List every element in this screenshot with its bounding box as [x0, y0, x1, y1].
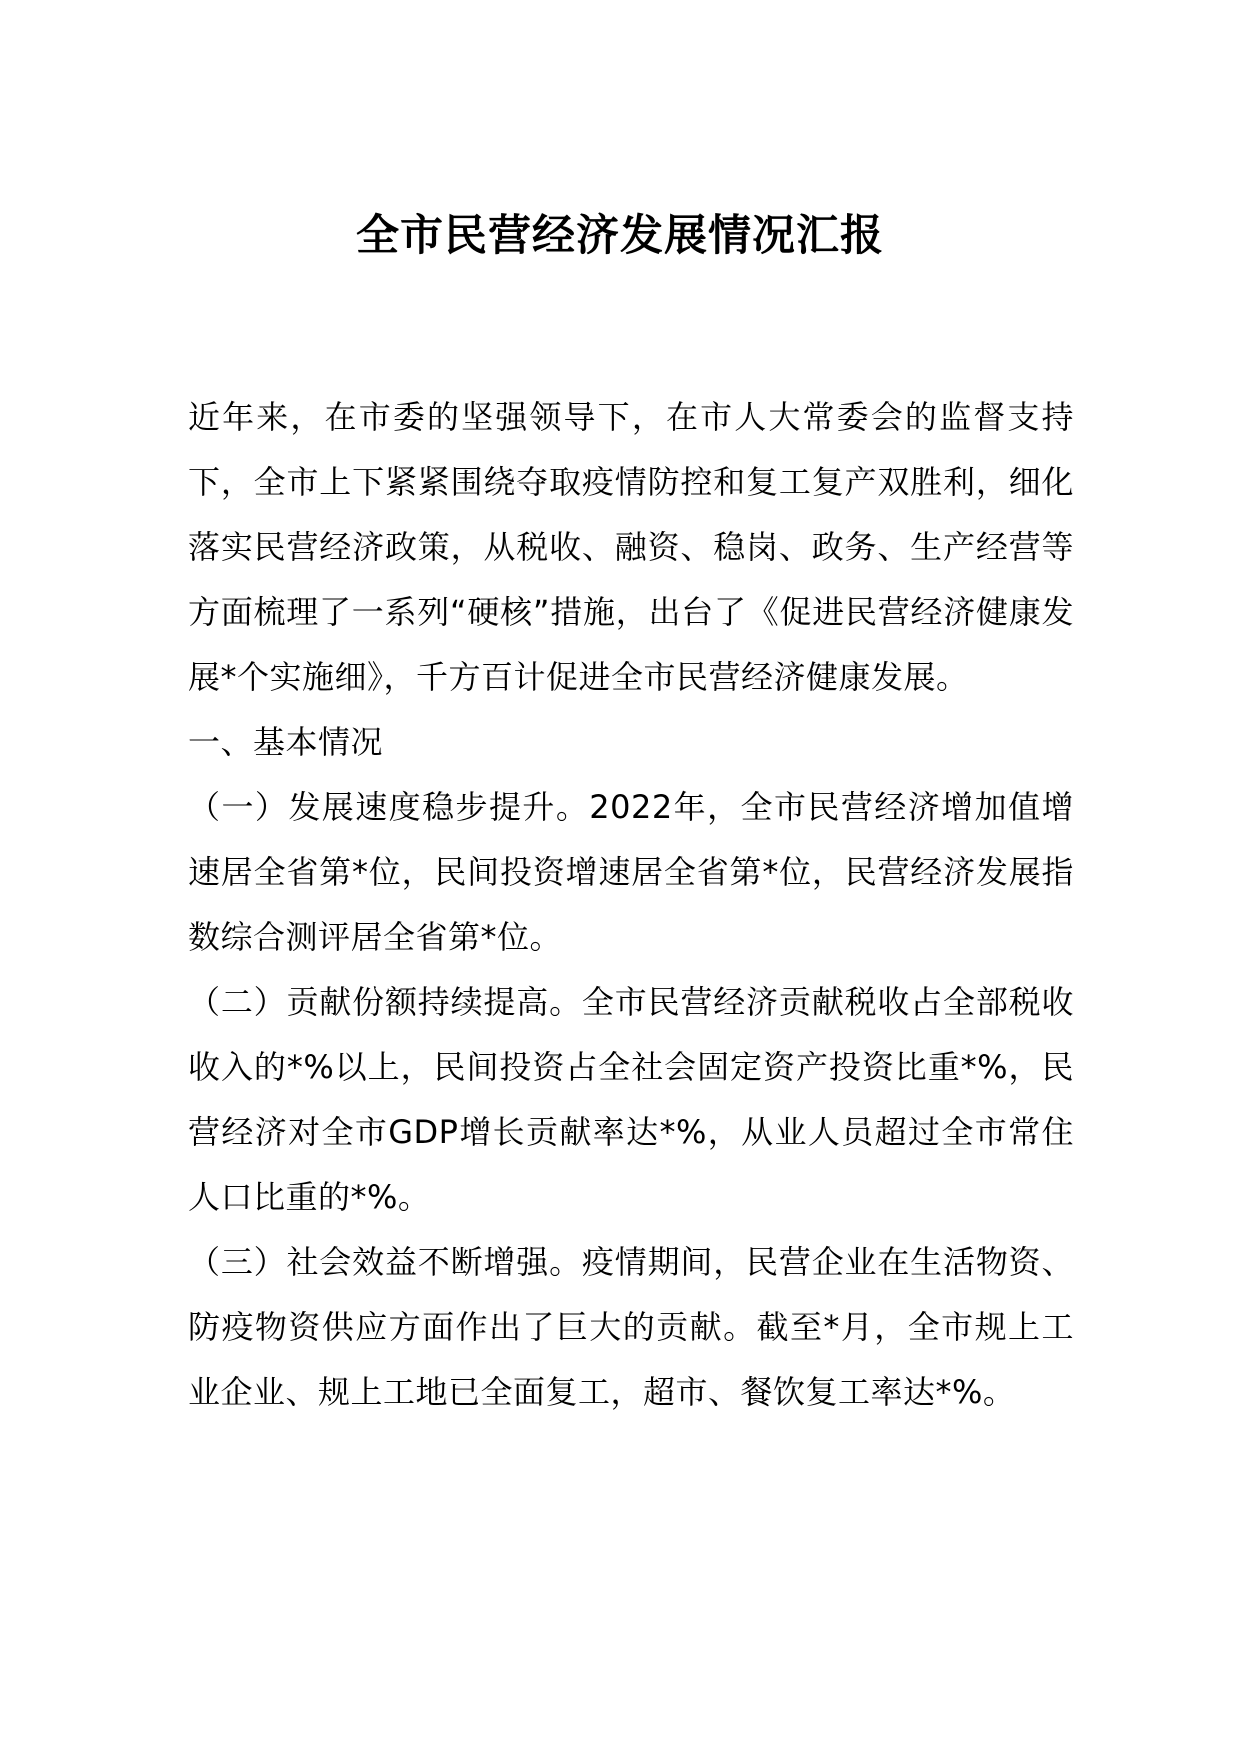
document-body [188, 385, 1074, 1425]
paragraph-development-speed: （一）发展速度稳步提升。2022年，全市民营经济增加值增速居全省第*位，民间投资增速居全省第*位，民营经济发展指数综合测评居全省第*位。 [188, 788, 1074, 956]
paragraph-contribution-share: （二）贡献份额持续提高。全市民营经济贡献税收占全部税收收入的*%以上，民间投资占全社会固定资产投资比重*%，民营经济对全市GDP增长贡献率达*%，从业人员超过全市常住人口比重的*%。 [188, 983, 1074, 1216]
section-heading-basic-situation: 一、基本情况 [188, 723, 384, 761]
document-title: 全市民营经济发展情况汇报 [356, 211, 884, 261]
intro-paragraph: 近年来，在市委的坚强领导下，在市人大常委会的监督支持下，全市上下紧紧围绕夺取疫情防控和复工复产双胜利，细化落实民营经济政策，从税收、融资、稳岗、政务、生产经营等方面梳理了一系列“硬核”措施，出台了《促进民营经济健康发展*个实施细》，千方百计促进全市民营经济健康发展。 [188, 398, 1074, 696]
paragraph-social-benefits: （三）社会效益不断增强。疫情期间，民营企业在生活物资、防疫物资供应方面作出了巨大的贡献。截至*月，全市规上工业企业、规上工地已全面复工，超市、餐饮复工率达*%。 [188, 1243, 1074, 1411]
